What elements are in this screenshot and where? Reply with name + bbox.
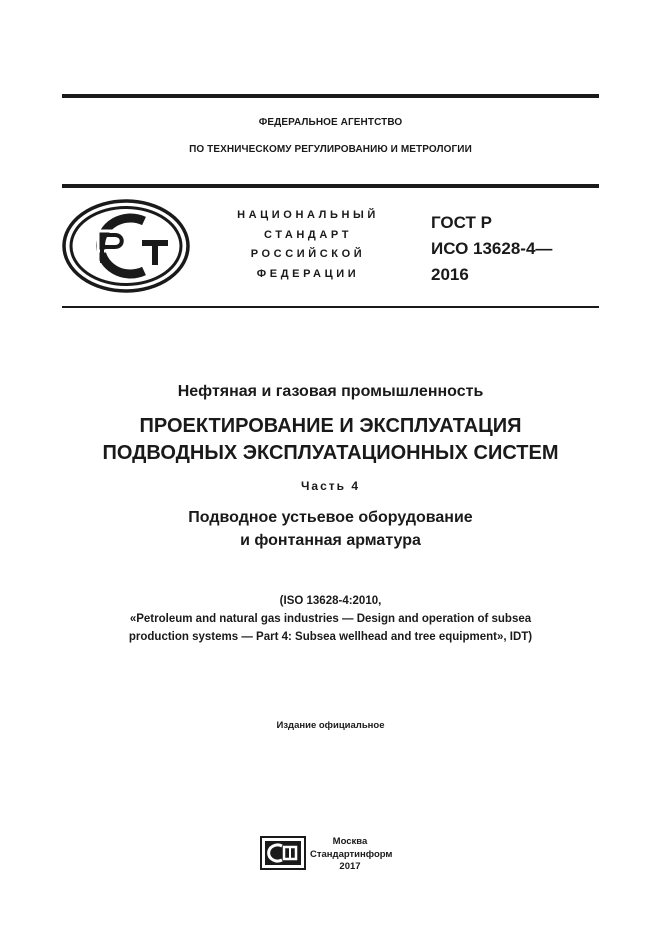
- national-standard-line-2: СТАНДАРТ: [263, 228, 353, 241]
- industry-heading: Нефтяная и газовая промышленность: [177, 383, 484, 400]
- iso-reference: [0, 592, 661, 646]
- standard-designation: [431, 210, 552, 288]
- document-subtitle-line-1: Подводное устьевое оборудование: [188, 509, 473, 526]
- national-standard-line-1: НАЦИОНАЛЬНЫЙ: [237, 209, 379, 221]
- part-number: Часть 4: [300, 479, 361, 493]
- national-standard-label: [212, 206, 404, 284]
- middle-divider: [62, 184, 599, 188]
- iso-reference-line-2: «Petroleum and natural gas industries — Design and operation of subsea: [129, 613, 532, 625]
- iso-reference-line-1: (ISO 13628-4:2010,: [279, 595, 382, 607]
- designation-line-3: 2016: [431, 265, 469, 284]
- document-title-line-2: ПОДВОДНЫХ ЭКСПЛУАТАЦИОННЫХ СИСТЕМ: [102, 442, 559, 464]
- standartinform-logo-icon: [260, 836, 306, 870]
- agency-name-line-2: ПО ТЕХНИЧЕСКОМУ РЕГУЛИРОВАНИЮ И МЕТРОЛОГИИ: [189, 144, 472, 155]
- agency-name-line-1: ФЕДЕРАЛЬНОЕ АГЕНТСТВО: [258, 117, 403, 128]
- iso-reference-line-3: production systems — Part 4: Subsea wellhead and tree equipment», IDT): [128, 631, 533, 643]
- edition-note: Издание официальное: [276, 720, 385, 731]
- document-title-line-1: ПРОЕКТИРОВАНИЕ И ЭКСПЛУАТАЦИЯ: [139, 415, 522, 437]
- national-standard-line-4: ФЕДЕРАЦИИ: [256, 267, 360, 280]
- designation-line-1: ГОСТ Р: [431, 213, 492, 232]
- publication-year: 2017: [339, 861, 361, 872]
- rst-certification-logo-icon: [62, 199, 190, 293]
- document-subtitle-line-2: и фонтанная арматура: [240, 532, 421, 549]
- publisher-city: Москва: [332, 836, 368, 847]
- designation-line-2: ИСО 13628-4—: [431, 239, 553, 258]
- publisher-info: [310, 836, 393, 874]
- document-subtitle: [0, 506, 661, 552]
- top-divider: [62, 94, 599, 98]
- publisher-name: Стандартинформ: [310, 848, 393, 860]
- bottom-divider: [62, 306, 599, 308]
- document-title: [0, 413, 661, 467]
- national-standard-line-3: РОССИЙСКОЙ: [250, 248, 366, 260]
